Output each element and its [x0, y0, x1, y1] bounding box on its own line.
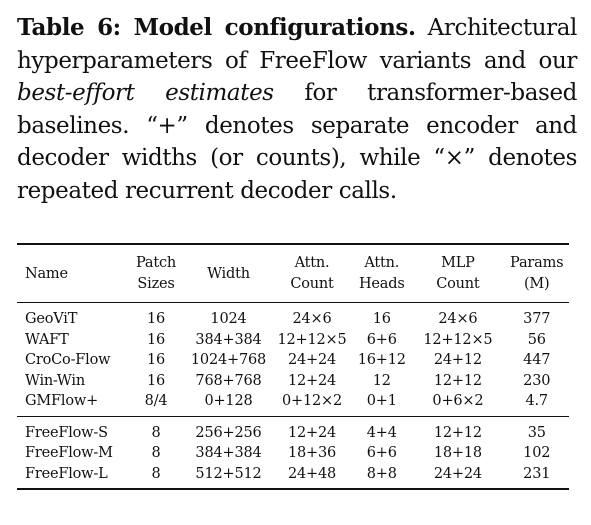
cell-name: Win-Win: [25, 372, 85, 389]
cell-patch: 8: [151, 465, 161, 482]
cell-width: 0+128: [204, 393, 253, 409]
cell-width: 1024+768: [190, 352, 267, 368]
cell-name: FreeFlow-M: [25, 445, 113, 461]
cell-params: 447: [523, 352, 551, 368]
header-width: [185, 244, 272, 303]
cell-name: FreeFlow-L: [25, 465, 108, 482]
cell-patch: 8: [151, 424, 161, 441]
header-patch-line2: Sizes: [137, 276, 175, 292]
table-row: [17, 371, 569, 392]
cell-mlp-count: 24+24: [433, 465, 482, 482]
cell-attn-heads: 4+4: [366, 424, 397, 441]
cell-mlp-count: 24×6: [438, 311, 478, 327]
cell-width: 1024: [210, 311, 247, 327]
cell-mlp-count: 12+12: [433, 424, 482, 441]
cell-name: GeoViT: [25, 311, 78, 327]
cell-params: 102: [523, 445, 551, 461]
table-header: [17, 244, 569, 303]
caption-text-after: for transformer-based baselines. “+” denotes separate encoder and decoder widths (or counts), while “×” denotes repeated recurrent decoder calls.: [17, 80, 577, 204]
header-params-line1: Params: [510, 255, 564, 271]
header-attn-count-line2: Count: [290, 276, 334, 292]
cell-attn-heads: 6+6: [366, 331, 397, 348]
cell-width: 512+512: [195, 465, 262, 482]
cell-patch: 8/4: [144, 393, 168, 409]
cell-width: 384+384: [195, 331, 262, 348]
cell-width: 768+768: [195, 372, 262, 389]
cell-attn-count: 24+48: [287, 465, 337, 482]
cell-params: 231: [523, 465, 551, 482]
cell-attn-count: 24+24: [287, 352, 337, 368]
cell-name: GMFlow+: [25, 393, 99, 409]
header-mlp-count-line1: MLP: [441, 255, 475, 271]
model-config-table: [17, 243, 569, 490]
cell-attn-heads: 8+8: [366, 465, 397, 482]
cell-width: 256+256: [195, 424, 262, 441]
cell-attn-count: 18+36: [287, 445, 337, 461]
cell-attn-count: 12+24: [287, 372, 337, 389]
table-row: [17, 303, 569, 330]
cell-attn-heads: 16: [372, 311, 391, 327]
cell-name: FreeFlow-S: [25, 424, 108, 441]
cell-mlp-count: 24+12: [433, 352, 482, 368]
header-params: [504, 244, 569, 303]
header-mlp-count-line2: Count: [436, 276, 480, 292]
header-attn-count-line1: Attn.: [294, 255, 330, 271]
cell-params: 377: [523, 311, 551, 327]
cell-patch: 16: [147, 331, 166, 348]
table-row: [17, 391, 569, 416]
header-params-line2: (M): [523, 276, 550, 292]
cell-width: 384+384: [195, 445, 262, 461]
cell-mlp-count: 0+6×2: [432, 393, 484, 409]
cell-attn-count: 24×6: [292, 311, 332, 327]
cell-mlp-count: 12+12: [433, 372, 482, 389]
baselines-group: [17, 303, 569, 417]
table-row: [17, 330, 569, 351]
header-attn-heads-line2: Heads: [358, 276, 405, 292]
table-row: [17, 443, 569, 464]
cell-patch: 16: [147, 352, 166, 368]
caption-text-before: Architectural hyperparameters of FreeFlow variants and our: [17, 15, 577, 74]
header-attn-heads: [352, 244, 411, 303]
cell-attn-heads: 12: [372, 372, 391, 389]
cell-attn-heads: 0+1: [366, 393, 397, 409]
table-caption: [17, 12, 577, 207]
header-width-text: Width: [207, 265, 250, 282]
cell-params: 4.7: [525, 393, 548, 409]
table-row: [17, 416, 569, 443]
header-name-text: Name: [25, 265, 68, 282]
table-row: [17, 464, 569, 490]
config-table-wrapper: [17, 243, 569, 490]
header-patch-sizes: [127, 244, 185, 303]
header-name: [17, 244, 127, 303]
cell-params: 35: [527, 424, 546, 441]
caption-italic: best-effort estimates: [17, 80, 274, 106]
header-attn-count: [272, 244, 352, 303]
cell-name: CroCo-Flow: [25, 352, 111, 368]
cell-patch: 8: [151, 445, 161, 461]
header-row: [17, 244, 569, 303]
table-row: [17, 350, 569, 371]
header-mlp-count: [411, 244, 504, 303]
cell-mlp-count: 18+18: [433, 445, 482, 461]
cell-attn-count: 0+12×2: [282, 393, 343, 409]
cell-attn-count: 12+12×5: [277, 331, 347, 348]
cell-mlp-count: 12+12×5: [423, 331, 493, 348]
caption-label: Table 6: Model configurations.: [17, 14, 416, 41]
cell-patch: 16: [147, 372, 166, 389]
freeflow-group: [17, 416, 569, 489]
cell-params: 56: [527, 331, 546, 348]
cell-params: 230: [523, 372, 551, 389]
cell-attn-heads: 16+12: [357, 352, 406, 368]
cell-attn-count: 12+24: [287, 424, 337, 441]
cell-name: WAFT: [25, 331, 69, 348]
header-attn-heads-line1: Attn.: [364, 255, 400, 271]
cell-patch: 16: [147, 311, 166, 327]
cell-attn-heads: 6+6: [366, 445, 397, 461]
header-patch-line1: Patch: [136, 255, 177, 271]
